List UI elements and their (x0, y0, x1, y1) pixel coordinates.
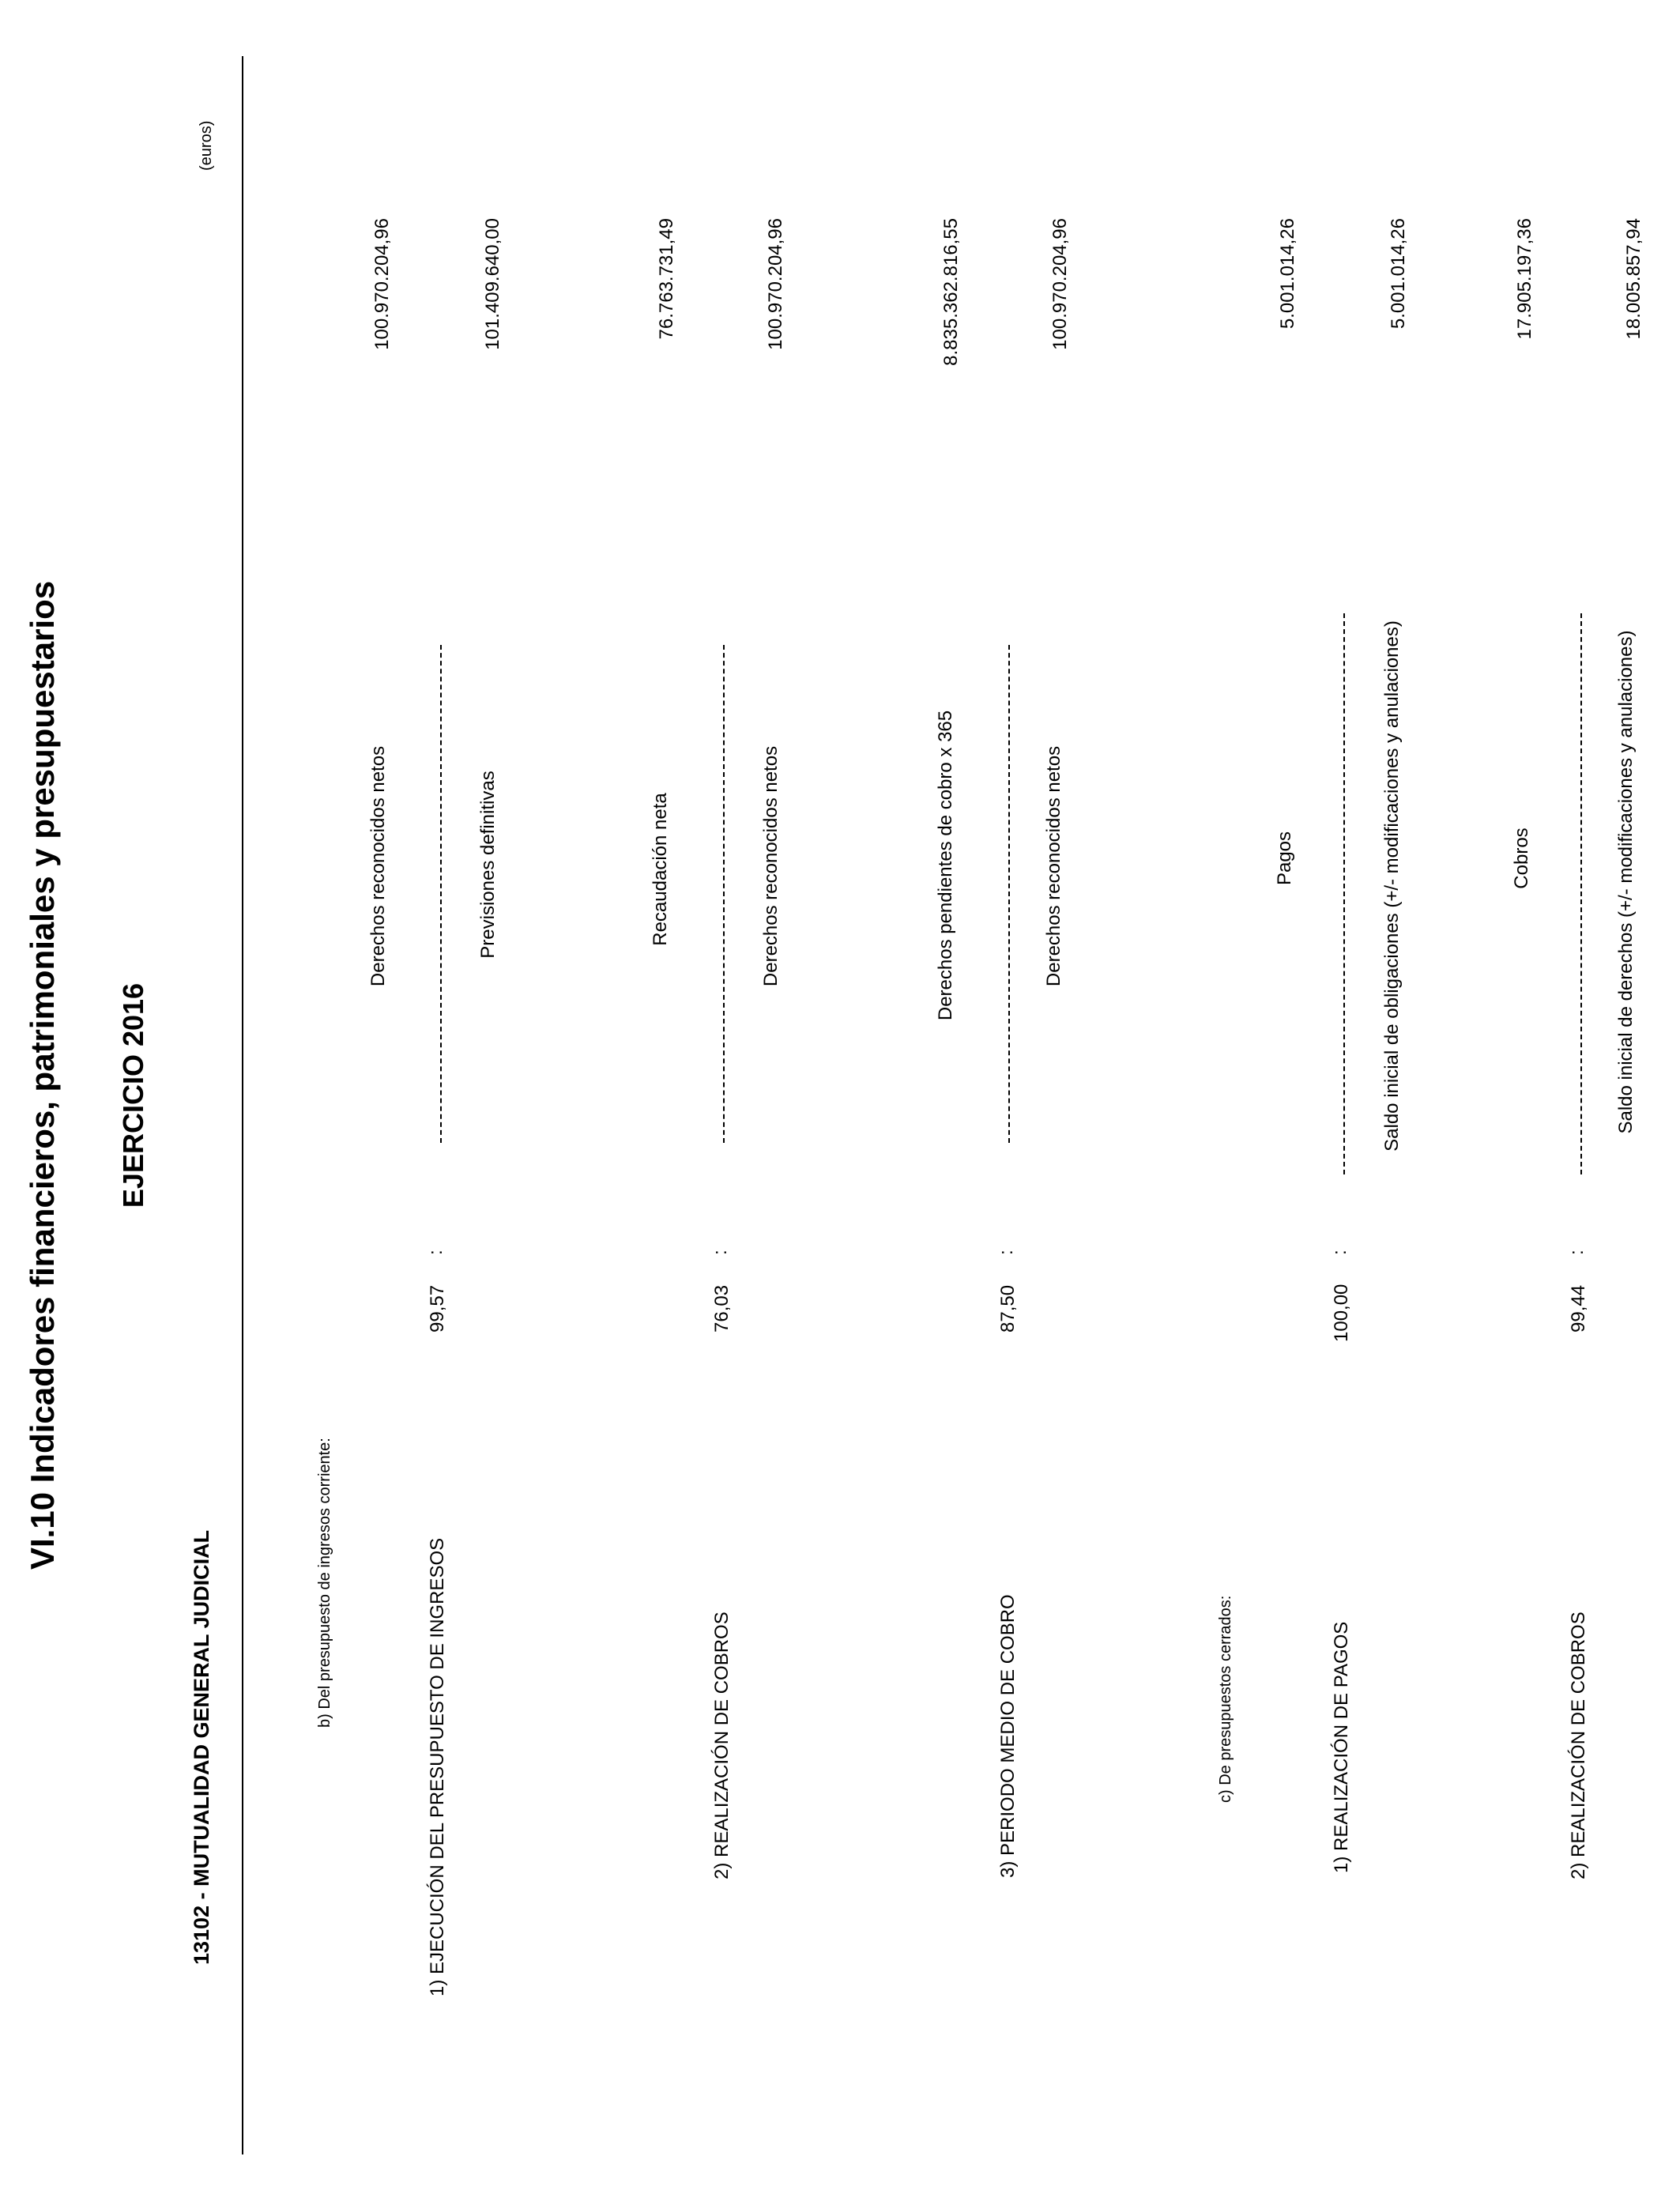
indicator-b2-numerator-value: 76.763.731,49 (656, 218, 677, 340)
indicator-b2-fraction-line (723, 645, 725, 1143)
indicator-c1-colon: : (1329, 1250, 1350, 1255)
indicator-b2-denominator-label: Derechos reconocidos netos (760, 745, 782, 987)
indicator-b2-denominator-value: 100.970.204,96 (765, 218, 786, 350)
indicator-b2-label: 2) REALIZACIÓN DE COBROS (711, 1612, 733, 1879)
header-rule (242, 56, 243, 2154)
indicator-c1-numerator-label: Pagos (1274, 831, 1295, 886)
indicator-c2-label: 2) REALIZACIÓN DE COBROS (1568, 1612, 1589, 1879)
indicator-b1-label: 1) EJECUCIÓN DEL PRESUPUESTO DE INGRESOS (427, 1537, 448, 1996)
indicator-b3-numerator-value: 8.835.362.816,55 (940, 218, 962, 366)
indicator-b3-numerator-label: Derechos pendientes de cobro x 365 (935, 710, 956, 1021)
indicator-b1-numerator-value: 100.970.204,96 (371, 218, 393, 350)
indicator-c2-denominator-value: 18.005.857,94 (1623, 218, 1644, 340)
indicator-c1-value: 100,00 (1331, 1284, 1352, 1342)
indicator-c2-numerator-label: Cobros (1511, 827, 1532, 889)
indicator-b3-value: 87,50 (997, 1284, 1019, 1333)
indicator-c2-fraction-line (1580, 613, 1582, 1174)
indicator-c1-numerator-value: 5.001.014,26 (1277, 218, 1298, 330)
indicator-b3-colon: : (996, 1250, 1017, 1255)
units-label: (euros) (198, 120, 215, 171)
report-title: VI.10 Indicadores financieros, patrimoniales y presupuestarios (24, 580, 61, 1570)
entity-name: 13102 - MUTUALIDAD GENERAL JUDICIAL (190, 1529, 213, 1965)
indicator-b1-colon: : (425, 1250, 446, 1255)
indicator-c2-numerator-value: 17.905.197,36 (1514, 218, 1535, 340)
indicator-b2-value: 76,03 (711, 1284, 733, 1333)
indicator-b1-fraction-line (440, 645, 442, 1143)
indicator-b3-denominator-value: 100.970.204,96 (1049, 218, 1071, 350)
indicator-c1-denominator-label: Saldo inicial de obligaciones (+/- modificaciones y anulaciones) (1381, 620, 1403, 1152)
indicator-b1-denominator-label: Previsiones definitivas (477, 771, 499, 959)
indicator-c2-denominator-label: Saldo inicial de derechos (+/- modificaciones y anulaciones) (1615, 630, 1637, 1134)
indicator-b1-numerator-label: Derechos reconocidos netos (367, 745, 389, 987)
section-b-heading: b) Del presupuesto de ingresos corriente: (316, 1438, 333, 1728)
indicator-c1-label: 1) REALIZACIÓN DE PAGOS (1331, 1621, 1352, 1873)
section-c-heading: c) De presupuestos cerrados: (1217, 1595, 1234, 1803)
report-subtitle: EJERCICIO 2016 (117, 982, 149, 1208)
indicator-c2-colon: : (1566, 1250, 1588, 1255)
indicator-b2-numerator-label: Recaudación neta (650, 793, 671, 946)
indicator-b3-label: 3) PERIODO MEDIO DE COBRO (997, 1594, 1019, 1878)
indicator-b1-value: 99,57 (427, 1284, 448, 1333)
indicator-c1-denominator-value: 5.001.014,26 (1388, 218, 1409, 330)
indicator-c1-fraction-line (1343, 613, 1345, 1174)
indicator-b3-denominator-label: Derechos reconocidos netos (1043, 745, 1064, 987)
indicator-b3-fraction-line (1008, 645, 1010, 1143)
indicator-b2-colon: : (710, 1250, 731, 1255)
indicator-b1-denominator-value: 101.409.640,00 (482, 218, 503, 350)
indicator-c2-value: 99,44 (1568, 1284, 1589, 1333)
